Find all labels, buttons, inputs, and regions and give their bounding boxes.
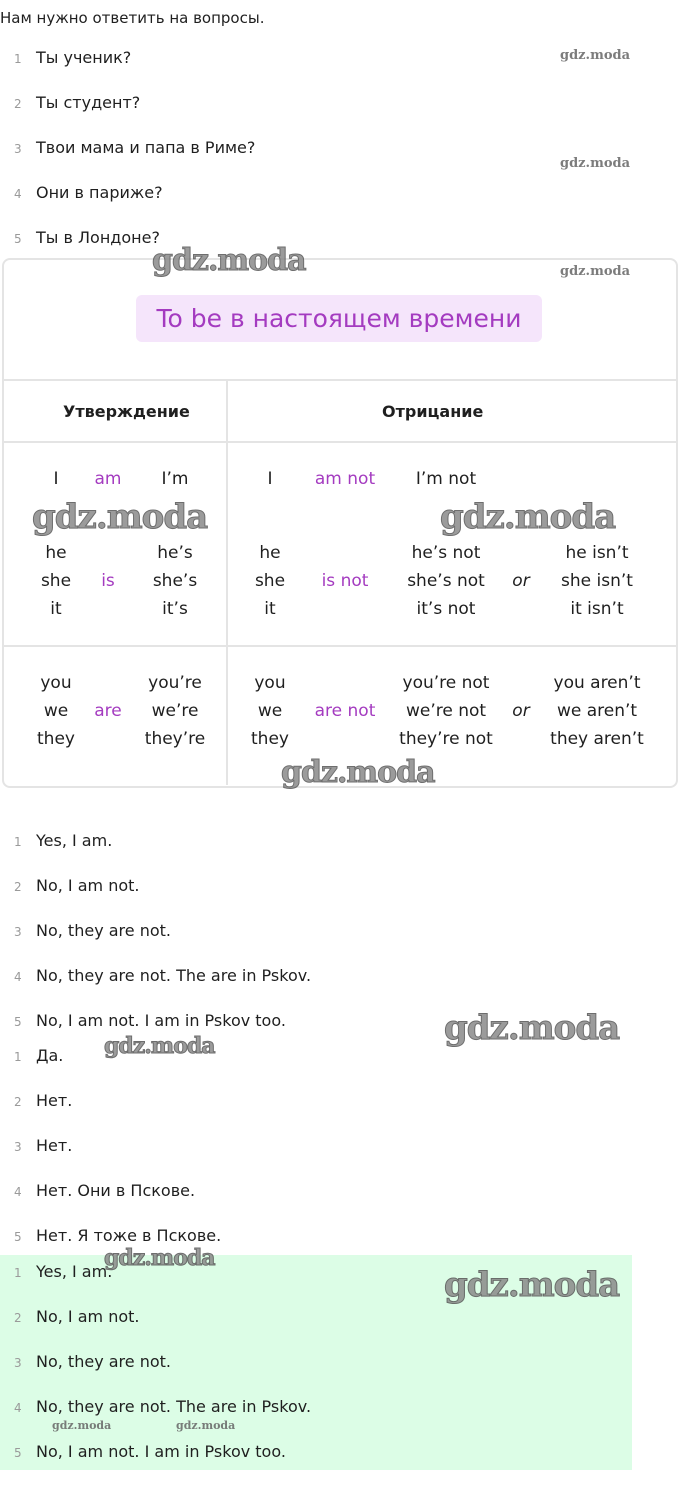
watermark: gdz.moda [444,1008,620,1048]
negative-contraction-alt: she isn’t [561,571,633,591]
contraction: you’re [148,673,202,693]
contraction: she’s [152,571,198,591]
contraction: he’s [157,543,193,563]
verb-form: is [101,571,115,591]
item-text: Нет. Я тоже в Пскове. [36,1226,222,1245]
negative-contraction: he’s not [411,543,481,563]
item-number: 4 [14,1185,22,1199]
pronoun: she [254,571,286,591]
verb-form: are [94,701,122,721]
watermark: gdz.moda [560,264,631,279]
item-number: 4 [14,970,22,984]
table-title: To be в настоящем времени [136,295,542,342]
pronoun: it [50,599,62,619]
item-text: Ты в Лондоне? [36,228,160,247]
contraction: we’re [151,701,199,721]
contraction: they’re [144,729,206,749]
or-label: or [512,571,530,591]
item-text: No, they are not. The are in Pskov. [36,1397,312,1416]
watermark: gdz.moda [176,1419,236,1432]
negative-contraction: it’s not [416,599,476,619]
item-text: Твои мама и папа в Риме? [36,138,256,157]
watermark: gdz.moda [440,497,616,537]
item-text: Нет. [36,1136,73,1155]
verb-form: am [94,469,122,489]
item-text: No, I am not. [36,1307,140,1326]
negative-contraction-alt: it isn’t [570,599,624,619]
item-text: Да. [36,1046,64,1065]
watermark: gdz.moda [281,755,435,790]
item-number: 3 [14,1140,22,1154]
contraction: I’m [161,469,189,489]
item-number: 4 [14,1401,22,1415]
negative-contraction: she’s not [407,571,485,591]
watermark: gdz.moda [560,48,631,63]
item-number: 1 [14,52,22,66]
item-text: Yes, I am. [36,1262,113,1281]
item-text: No, they are not. [36,921,171,940]
divider [226,380,228,785]
item-number: 1 [14,835,22,849]
verb-form-negative: am not [314,469,376,489]
item-text: Они в париже? [36,183,163,202]
negative-contraction: you’re not [402,673,490,693]
pronoun: he [45,543,67,563]
item-number: 5 [14,1015,22,1029]
item-text: No, I am not. I am in Pskov too. [36,1011,286,1030]
watermark: gdz.moda [152,243,306,278]
item-number: 5 [14,1230,22,1244]
item-text: Ты ученик? [36,48,132,67]
item-text: Yes, I am. [36,831,113,850]
pronoun: you [254,673,286,693]
item-number: 2 [14,880,22,894]
watermark: gdz.moda [444,1265,620,1305]
pronoun: she [40,571,72,591]
negative-contraction-alt: we aren’t [556,701,638,721]
divider [4,379,676,381]
item-number: 3 [14,1356,22,1370]
item-text: No, they are not. [36,1352,171,1371]
item-number: 2 [14,97,22,111]
item-number: 5 [14,1446,22,1460]
column-header-negative: Отрицание [382,402,484,421]
item-number: 3 [14,925,22,939]
intro-text: Нам нужно ответить на вопросы. [0,9,265,27]
pronoun: he [259,543,281,563]
item-text: Нет. [36,1091,73,1110]
verb-form-negative: is not [321,571,369,591]
item-number: 4 [14,187,22,201]
pronoun: they [251,729,289,749]
pronoun: you [40,673,72,693]
watermark: gdz.moda [104,1033,215,1059]
item-number: 2 [14,1311,22,1325]
negative-contraction: I’m not [415,469,477,489]
contraction: it’s [162,599,188,619]
negative-contraction-alt: you aren’t [553,673,641,693]
divider [4,645,676,647]
negative-contraction: we’re not [405,701,487,721]
item-text: No, they are not. The are in Pskov. [36,966,312,985]
pronoun: they [37,729,75,749]
divider [4,441,676,443]
pronoun: I [53,469,59,489]
watermark: gdz.moda [560,156,631,171]
item-number: 3 [14,142,22,156]
or-label: or [512,701,530,721]
negative-contraction-alt: they aren’t [550,729,644,749]
verb-form-negative: are not [314,701,376,721]
item-text: Ты студент? [36,93,141,112]
negative-contraction: they’re not [399,729,493,749]
item-number: 2 [14,1095,22,1109]
item-number: 1 [14,1050,22,1064]
item-number: 5 [14,232,22,246]
pronoun: I [267,469,273,489]
watermark: gdz.moda [104,1245,215,1271]
column-header-affirmative: Утверждение [63,402,190,421]
negative-contraction-alt: he isn’t [565,543,629,563]
item-text: No, I am not. [36,876,140,895]
watermark: gdz.moda [52,1419,112,1432]
pronoun: it [264,599,276,619]
item-text: Нет. Они в Пскове. [36,1181,196,1200]
pronoun: we [43,701,69,721]
watermark: gdz.moda [32,497,208,537]
item-text: No, I am not. I am in Pskov too. [36,1442,286,1461]
pronoun: we [257,701,283,721]
item-number: 1 [14,1266,22,1280]
